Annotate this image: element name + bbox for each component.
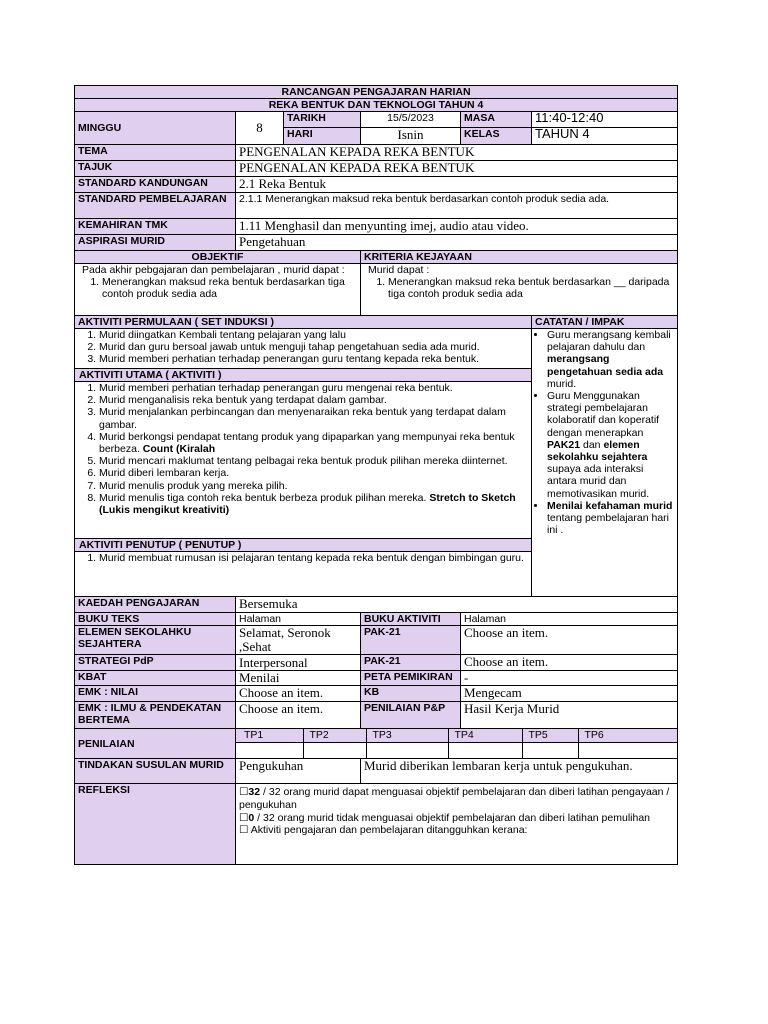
buku-teks-value: Halaman — [236, 613, 361, 626]
catatan-bold: PAK21 — [547, 438, 581, 451]
list-item: 7. Murid menulis produk yang mereka pilih. — [99, 480, 531, 492]
minggu-value: 8 — [236, 112, 284, 145]
tp-cell[interactable] — [236, 742, 303, 758]
list-item — [99, 431, 531, 455]
kemahiran-tmk-label: KEMAHIRAN TMK — [75, 219, 236, 235]
list-item — [547, 329, 674, 390]
refleksi-cell — [236, 784, 678, 865]
subject-title: REKA BENTUK DAN TEKNOLOGI TAHUN 4 — [75, 99, 678, 112]
permulaan-header: AKTIVITI PERMULAAN ( SET INDUKSI ) — [75, 316, 532, 329]
tp-header: TP1 — [236, 729, 303, 742]
list-item: 5. Murid mencari maklumat tentang pelbagai reka bentuk produk pilihan mereka diinternet. — [99, 455, 531, 467]
tp-cell[interactable] — [303, 742, 366, 758]
kb-value: Mengecam — [461, 686, 678, 702]
utama-header: AKTIVITI UTAMA ( AKTIVITI ) — [75, 368, 531, 382]
strategi-value: Interpersonal — [236, 655, 361, 671]
utama-item-4-text: Murid berkongsi pendapat tentang produk yang dipaparkan yang mempunyai reka bentuk berbeza. — [99, 430, 515, 456]
standard-kandungan-value: 2.1 Reka Bentuk — [236, 177, 678, 193]
kaedah-label: KAEDAH PENGAJARAN — [75, 597, 236, 613]
tp-header: TP5 — [522, 729, 578, 742]
tarikh-label: TARIKH — [284, 112, 361, 128]
tindakan-value-1: Pengukuhan — [236, 759, 361, 784]
checkbox-icon[interactable]: ☐ — [239, 811, 249, 824]
list-item — [547, 500, 674, 537]
list-item: 1. Murid diingatkan Kembali tentang pelajaran yang lalu — [99, 329, 531, 341]
emk-nilai-label: EMK : NILAI — [75, 686, 236, 702]
kaedah-value: Bersemuka — [236, 597, 678, 613]
catatan-text: tentang pembelajaran hari ini . — [547, 512, 670, 537]
objektif-intro: Pada akhir pebgajaran dan pembelajaran , murid dapat : — [82, 264, 345, 276]
buku-aktiviti-label: BUKU AKTIVITI — [361, 613, 461, 626]
buku-aktiviti-value: Halaman — [461, 613, 678, 626]
refleksi-text-1: / 32 orang murid dapat menguasai objektif pembelajaran dan diberi latihan pengayaan / pengukuhan — [239, 786, 670, 811]
elemen-label: ELEMEN SEKOLAHKU SEJAHTERA — [75, 626, 236, 655]
elemen-value: Selamat, Seronok ,Sehat — [236, 626, 361, 655]
peta-label: PETA PEMIKIRAN — [361, 671, 461, 686]
list-item: 1. Menerangkan maksud reka bentuk berdasarkan __ daripada tiga contoh produk sedia ada — [388, 276, 674, 300]
masa-label: MASA — [461, 112, 532, 128]
catatan-text: dan — [580, 438, 604, 451]
tindakan-value-2: Murid diberikan lembaran kerja untuk pengukuhan. — [361, 759, 678, 784]
list-item — [99, 492, 531, 516]
masa-value: 11:40-12:40 — [532, 112, 678, 128]
refleksi-text-2: / 32 orang murid tidak menguasai objektif pembelajaran dan diberi latihan pemulihan — [254, 811, 651, 824]
tp-header: TP3 — [366, 729, 448, 742]
plan-title: RANCANGAN PENGAJARAN HARIAN — [75, 86, 678, 99]
aspirasi-murid-label: ASPIRASI MURID — [75, 235, 236, 251]
utama-item-8-bold: Stretch to Sketch (Lukis mengikut kreativiti) — [99, 491, 516, 517]
tp-cell[interactable] — [522, 742, 578, 758]
kb-label: KB — [361, 686, 461, 702]
kriteria-header: KRITERIA KEJAYAAN — [361, 251, 678, 264]
kelas-label: KELAS — [461, 128, 532, 145]
catatan-bold: elemen sekolahku sejahtera — [547, 438, 648, 464]
catatan-cell — [532, 329, 678, 597]
catatan-text: murid. — [547, 377, 577, 390]
list-item: 1. Murid memberi perhatian terhadap penerangan guru mengenai reka bentuk. — [99, 382, 531, 394]
refleksi-line-1 — [239, 786, 674, 812]
penilaian-label: PENILAIAN — [75, 729, 236, 759]
list-item: 3. Murid memberi perhatian terhadap penerangan guru tentang kepada reka bentuk. — [99, 353, 531, 365]
lesson-plan-table — [74, 85, 678, 865]
utama-item-4-bold: Count (Kiralah — [142, 443, 216, 456]
tp-cell[interactable] — [578, 742, 677, 758]
tp-header: TP2 — [303, 729, 366, 742]
tindakan-label: TINDAKAN SUSULAN MURID — [75, 759, 236, 784]
pak21-label-1: PAK-21 — [361, 626, 461, 655]
standard-pembelajaran-value: 2.1.1 Menerangkan maksud reka bentuk berdasarkan contoh produk sedia ada. — [236, 193, 678, 219]
tp-cell[interactable] — [366, 742, 448, 758]
checkbox-icon[interactable]: ☐ — [239, 786, 249, 798]
emk-ilmu-dropdown[interactable]: Choose an item. — [236, 702, 361, 729]
catatan-header: CATATAN / IMPAK — [532, 316, 678, 329]
emk-ilmu-label: EMK : ILMU & PENDEKATAN BERTEMA — [75, 702, 236, 729]
pak21-label-2: PAK-21 — [361, 655, 461, 671]
refleksi-count-1: 32 — [248, 786, 261, 798]
buku-teks-label: BUKU TEKS — [75, 613, 236, 626]
utama-list — [75, 382, 531, 516]
kemahiran-tmk-value: 1.11 Menghasil dan menyunting imej, audio atau video. — [236, 219, 678, 235]
refleksi-count-2: 0 — [248, 811, 255, 824]
tarikh-value: 15/5/2023 — [361, 112, 461, 128]
lesson-plan-document — [74, 85, 677, 865]
minggu-label: MINGGU — [75, 112, 236, 145]
kbat-value: Menilai — [236, 671, 361, 686]
standard-pembelajaran-label: STANDARD PEMBELAJARAN — [75, 193, 236, 219]
refleksi-line-2 — [239, 812, 674, 825]
emk-nilai-dropdown[interactable]: Choose an item. — [236, 686, 361, 702]
pak21-dropdown-1[interactable]: Choose an item. — [461, 626, 678, 655]
kriteria-intro: Murid dapat : — [368, 264, 430, 276]
kriteria-list — [364, 276, 674, 300]
tp-header: TP6 — [578, 729, 677, 742]
activities-cell — [75, 329, 532, 597]
penutup-header: AKTIVITI PENUTUP ( PENUTUP ) — [75, 538, 531, 552]
refleksi-label: REFLEKSI — [75, 784, 236, 865]
tp-table — [236, 729, 677, 758]
catatan-bold: Menilai kefahaman murid — [547, 499, 673, 512]
kriteria-cell — [361, 264, 678, 316]
penilaian-pp-value: Hasil Kerja Murid — [461, 702, 678, 729]
utama-item-8-text: Murid menulis tiga contoh reka bentuk berbeza produk pilihan mereka. — [99, 491, 427, 504]
aspirasi-murid-value: Pengetahuan — [236, 235, 678, 251]
catatan-text: Guru Menggunakan strategi pembelajaran kolaboratif dan koperatif dengan menerapkan — [547, 390, 660, 439]
list-item: 6. Murid diberi lembaran kerja. — [99, 467, 531, 479]
list-item: 2. Murid menganalisis reka bentuk yang terdapat dalam gambar. — [99, 394, 531, 406]
tajuk-value: PENGENALAN KEPADA REKA BENTUK — [236, 161, 678, 177]
tp-cell[interactable] — [448, 742, 522, 758]
checkbox-icon[interactable]: ☐ — [239, 824, 249, 837]
list-item: 1. Murid membuat rumusan isi pelajaran tentang kepada reka bentuk dengan bimbingan guru. — [99, 552, 531, 564]
kelas-value: TAHUN 4 — [532, 128, 678, 145]
list-item: 3. Murid menjalankan perbincangan dan menyenaraikan reka bentuk yang terdapat dalam gambar. — [99, 406, 531, 430]
objektif-list — [78, 276, 357, 300]
refleksi-text-3: Aktiviti pengajaran dan pembelajaran ditangguhkan kerana: — [250, 824, 528, 837]
catatan-list — [535, 329, 674, 536]
catatan-text: Guru merangsang kembali pelajaran dahulu dan — [547, 329, 671, 354]
list-item: 1. Menerangkan maksud reka bentuk berdasarkan tiga contoh produk sedia ada — [102, 276, 357, 300]
pak21-dropdown-2[interactable]: Choose an item. — [461, 655, 678, 671]
tp-header: TP4 — [448, 729, 522, 742]
catatan-bold: merangsang pengetahuan sedia ada — [547, 353, 664, 378]
catatan-text: supaya ada interaksi antara murid dan memotivasikan murid. — [547, 463, 650, 500]
list-item: 2. Murid dan guru bersoal jawab untuk menguji tahap pengetahuan sedia ada murid. — [99, 341, 531, 353]
tema-value: PENGENALAN KEPADA REKA BENTUK — [236, 145, 678, 161]
permulaan-list — [75, 329, 531, 366]
penutup-list — [75, 552, 531, 564]
tajuk-label: TAJUK — [75, 161, 236, 177]
objektif-cell — [75, 264, 361, 316]
hari-value: Isnin — [361, 128, 461, 145]
list-item — [547, 390, 674, 500]
tp-grid — [236, 729, 678, 759]
refleksi-line-3 — [239, 824, 674, 837]
tema-label: TEMA — [75, 145, 236, 161]
kbat-label: KBAT — [75, 671, 236, 686]
strategi-label: STRATEGI PdP — [75, 655, 236, 671]
peta-value: - — [461, 671, 678, 686]
standard-kandungan-label: STANDARD KANDUNGAN — [75, 177, 236, 193]
objektif-header: OBJEKTIF — [75, 251, 361, 264]
hari-label: HARI — [284, 128, 361, 145]
penilaian-pp-label: PENILAIAN P&P — [361, 702, 461, 729]
